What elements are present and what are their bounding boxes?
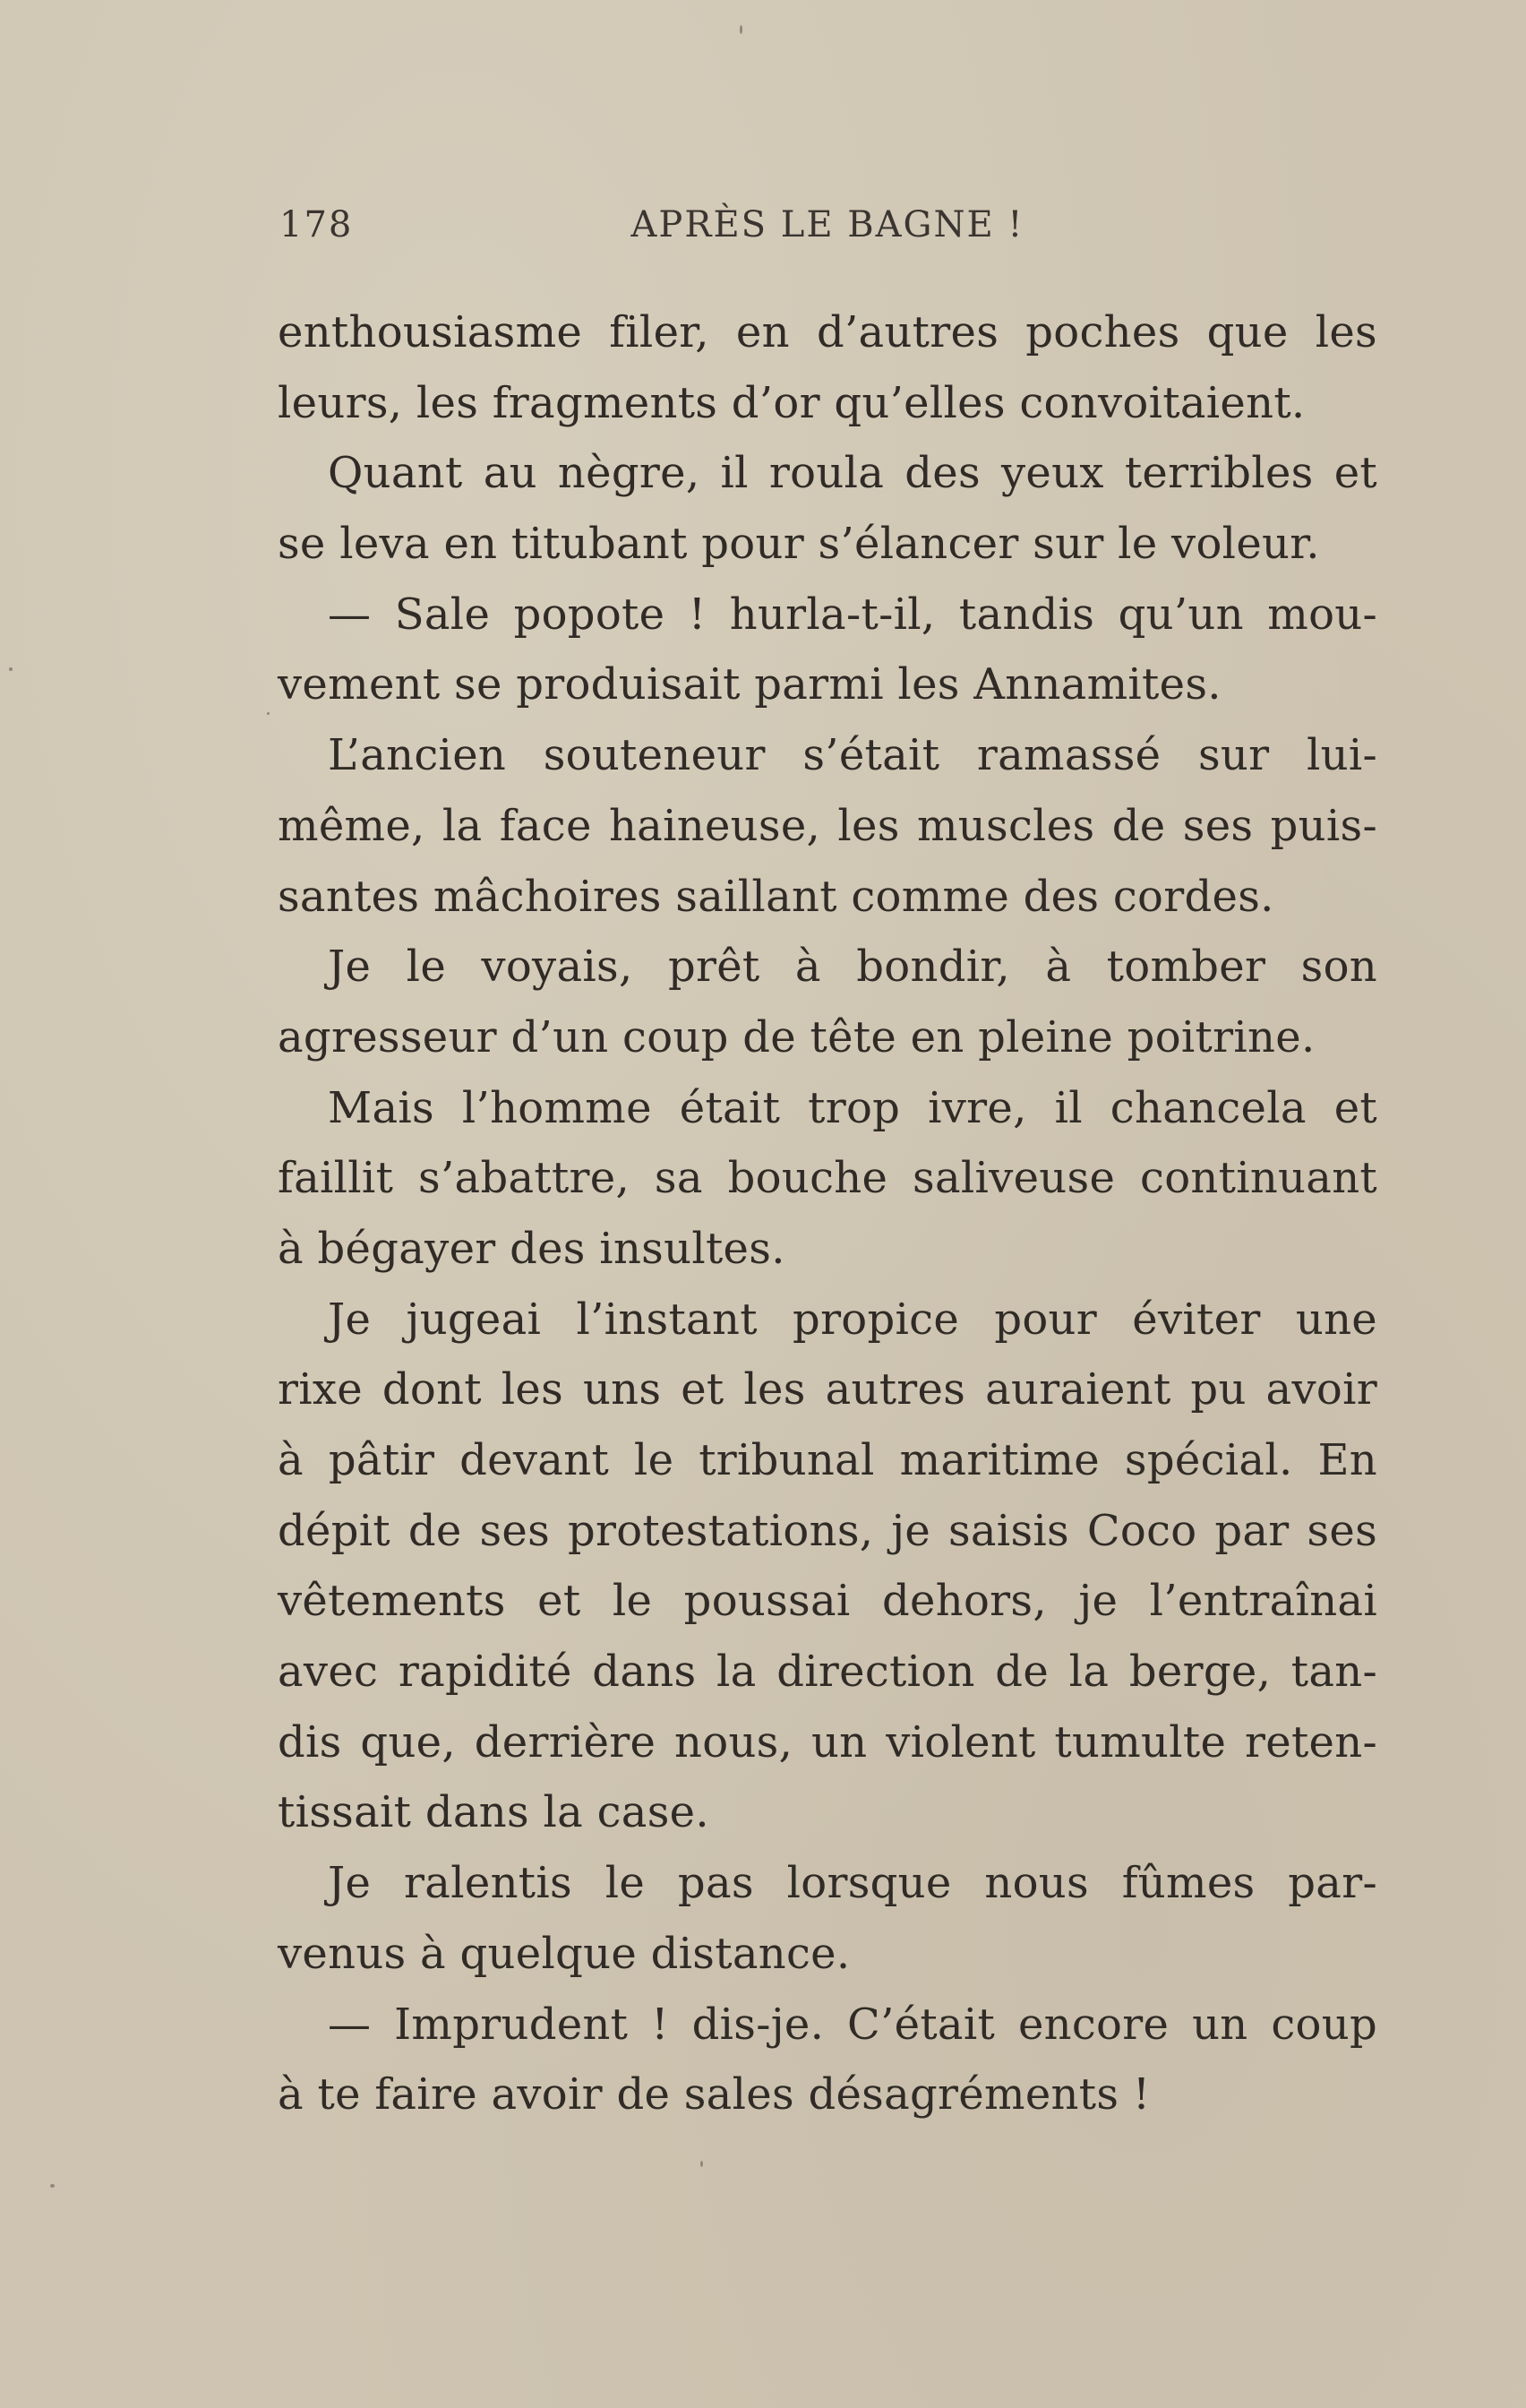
text-line: leurs, les fragments d’or qu’elles convoitaient.	[278, 377, 1306, 428]
text-line: agresseur d’un coup de tête en pleine poitrine.	[278, 1011, 1316, 1062]
paper-speck	[267, 712, 270, 715]
text-line: dis que, derrière nous, un violent tumulte reten-	[278, 1716, 1377, 1767]
text-line: — Sale popote ! hurla-t-il, tandis qu’un mou-	[328, 589, 1377, 640]
text-line: venus à quelque distance.	[278, 1928, 851, 1979]
text-line: L’ancien souteneur s’était ramassé sur lui-	[328, 730, 1377, 781]
text-line: avec rapidité dans la direction de la berge, tan-	[278, 1647, 1377, 1698]
text-line: Quant au nègre, il roula des yeux terribles et	[328, 448, 1377, 499]
paper-speck	[50, 2184, 55, 2188]
text-line: rixe dont les uns et les autres auraient pu avoir	[278, 1364, 1377, 1415]
text-line: à bégayer des insultes.	[278, 1223, 785, 1274]
paper-speck	[9, 667, 13, 671]
page-number: 178	[279, 204, 354, 245]
text-line: dépit de ses protestations, je saisis Coco par ses	[278, 1505, 1377, 1556]
paper-speck	[740, 25, 742, 34]
text-line: enthousiasme filer, en d’autres poches que les	[278, 307, 1377, 357]
text-line: à pâtir devant le tribunal maritime spécial. En	[278, 1435, 1377, 1485]
text-line: faillit s’abattre, sa bouche saliveuse continuant	[278, 1153, 1377, 1204]
text-line: — Imprudent ! dis-je. C’était encore un coup	[328, 1999, 1377, 2050]
text-line: se leva en titubant pour s’élancer sur le voleur.	[278, 519, 1320, 570]
text-line: santes mâchoires saillant comme des cordes.	[278, 871, 1274, 922]
page-header	[279, 204, 1376, 258]
text-line: Mais l’homme était trop ivre, il chancela et	[328, 1082, 1377, 1133]
text-line: Je ralentis le pas lorsque nous fûmes par-	[328, 1858, 1377, 1909]
text-line: Je jugeai l’instant propice pour éviter une	[328, 1294, 1377, 1345]
text-line: même, la face haineuse, les muscles de ses puis-	[278, 800, 1377, 851]
text-line: tissait dans la case.	[278, 1787, 709, 1838]
body-text	[278, 297, 1377, 2130]
text-line: vement se produisait parmi les Annamites.	[278, 659, 1222, 710]
text-line: vêtements et le poussai dehors, je l’entraînai	[278, 1576, 1377, 1627]
text-line: à te faire avoir de sales désagréments !	[278, 2069, 1151, 2120]
paper-speck	[700, 2161, 703, 2167]
running-title: APRÈS LE BAGNE !	[630, 204, 1024, 245]
text-line: Je le voyais, prêt à bondir, à tomber son	[328, 942, 1377, 993]
